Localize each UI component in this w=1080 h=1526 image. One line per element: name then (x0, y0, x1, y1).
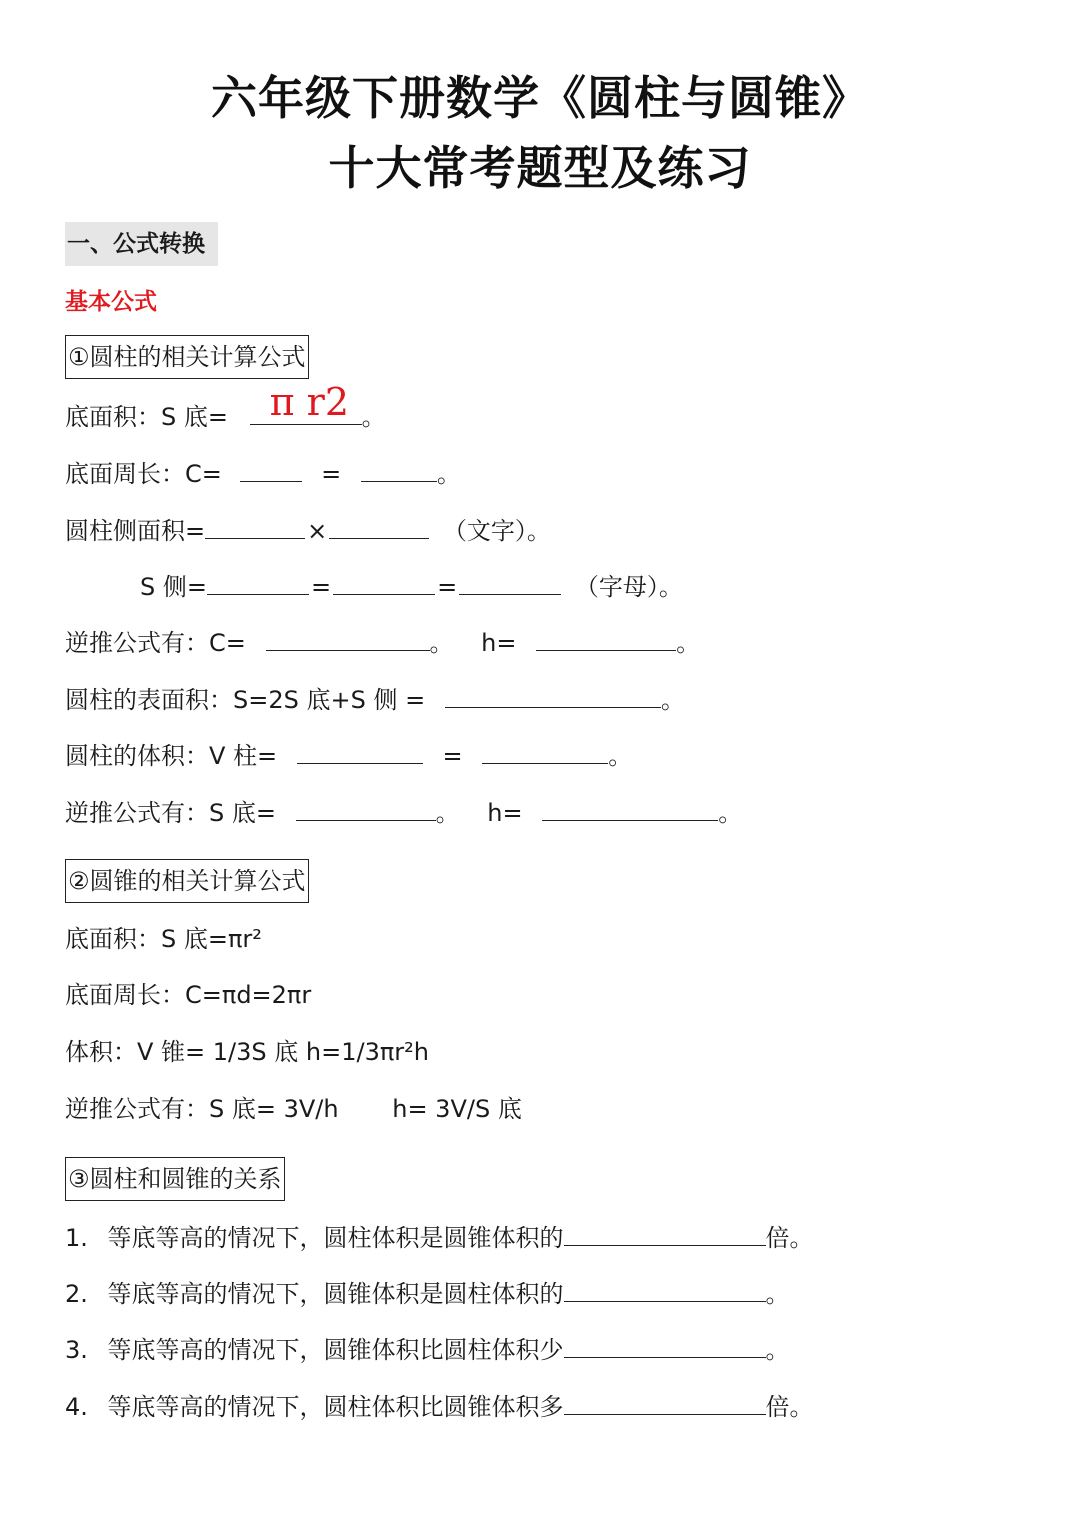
equals-sign: = (310, 573, 332, 601)
lateral-words-blank-1[interactable] (205, 512, 305, 539)
inverse-c-label: 逆推公式有：C= (65, 629, 246, 657)
section-heading: 一、公式转换 (65, 222, 218, 266)
cylinder-base-area-line (65, 380, 386, 435)
lateral-letters-blank-3[interactable] (459, 568, 561, 595)
lateral-words-blank-2[interactable] (329, 512, 429, 539)
cylinder-inverse-s-line (65, 794, 742, 831)
relation-item (65, 1219, 814, 1256)
cone-inverse-s: 逆推公式有：S 底= 3V/h (65, 1095, 339, 1123)
cone-inverse-h: h= 3V/S 底 (392, 1095, 522, 1123)
circumference-blank-2[interactable] (361, 455, 437, 482)
inverse-s-label: 逆推公式有：S 底= (65, 799, 276, 827)
base-area-handwritten-answer: π r2 (269, 380, 350, 424)
lateral-letters-blank-2[interactable] (333, 568, 435, 595)
relation-item-end: 。 (765, 1280, 790, 1308)
cone-formulas-box: ②圆锥的相关计算公式 (65, 859, 309, 903)
relation-item-blank[interactable] (564, 1388, 766, 1415)
cone-volume: 体积：V 锥= 1/3S 底 h=1/3πr²h (65, 1038, 429, 1066)
relation-item (65, 1331, 790, 1368)
letters-note: （字母）。 (574, 573, 683, 601)
end-mark: 。 (676, 629, 701, 657)
inverse-h-blank[interactable] (536, 624, 676, 651)
relation-item-text: 等底等高的情况下，圆柱体积比圆锥体积多 (107, 1393, 564, 1421)
circumference-label: 底面周长：C= (65, 460, 222, 488)
volume-label: 圆柱的体积：V 柱= (65, 742, 278, 770)
relation-item-text: 等底等高的情况下，圆锥体积是圆柱体积的 (107, 1280, 564, 1308)
surface-area-blank[interactable] (445, 681, 661, 708)
end-mark: 。 (361, 403, 386, 431)
inverse-s-blank[interactable] (296, 794, 436, 821)
basic-formulas-heading: 基本公式 (65, 289, 157, 315)
relation-item-number: 4. (65, 1393, 88, 1421)
h-label: h= (481, 629, 517, 657)
base-area-blank[interactable] (250, 380, 362, 425)
relation-item-number: 1. (65, 1224, 88, 1252)
page-title-line2: 十大常考题型及练习 (328, 141, 752, 195)
inverse-h2-blank[interactable] (542, 794, 718, 821)
cylinder-circumference-line (65, 455, 461, 492)
end-mark: 。 (429, 629, 454, 657)
cylinder-formulas-box: ①圆柱的相关计算公式 (65, 335, 309, 379)
h-label: h= (487, 799, 523, 827)
relation-item-end: 倍。 (765, 1393, 814, 1421)
lateral-area-letters-line (140, 568, 683, 605)
cylinder-surface-area-line (65, 681, 685, 718)
end-mark: 。 (436, 460, 461, 488)
lateral-area-words-line (65, 512, 551, 549)
volume-blank-2[interactable] (482, 737, 608, 764)
volume-blank-1[interactable] (297, 737, 423, 764)
inverse-c-blank[interactable] (266, 624, 430, 651)
equals-sign: = (321, 460, 342, 488)
surface-area-label: 圆柱的表面积：S=2S 底+S 侧 = (65, 686, 426, 714)
relation-item-number: 2. (65, 1280, 88, 1308)
relation-item-end: 。 (765, 1336, 790, 1364)
relation-item-text: 等底等高的情况下，圆锥体积比圆柱体积少 (107, 1336, 564, 1364)
relation-item-blank[interactable] (564, 1331, 766, 1358)
equals-sign: = (442, 742, 463, 770)
cone-circumference: 底面周长：C=πd=2πr (65, 981, 312, 1009)
circumference-blank-1[interactable] (240, 455, 302, 482)
end-mark: 。 (608, 742, 633, 770)
relation-item-end: 倍。 (765, 1224, 814, 1252)
cone-base-area: 底面积：S 底=πr² (65, 925, 262, 953)
end-mark: 。 (435, 799, 460, 827)
times-sign: × (307, 517, 328, 545)
relation-box: ③圆柱和圆锥的关系 (65, 1157, 285, 1201)
page-title-line1: 六年级下册数学《圆柱与圆锥》 (211, 71, 869, 125)
end-mark: 。 (718, 799, 743, 827)
relation-item-text: 等底等高的情况下，圆柱体积是圆锥体积的 (107, 1224, 564, 1252)
base-area-label: 底面积：S 底= (65, 403, 228, 431)
relation-item (65, 1388, 814, 1425)
relation-item (65, 1275, 790, 1312)
cone-inverse-line (65, 1091, 522, 1127)
relation-item-blank[interactable] (564, 1275, 766, 1302)
relation-item-number: 3. (65, 1336, 88, 1364)
words-note: （文字）。 (442, 517, 551, 545)
cylinder-inverse-c-line (65, 624, 700, 661)
lateral-letters-blank-1[interactable] (207, 568, 309, 595)
lateral-letters-label: S 侧= (140, 573, 207, 601)
equals-sign: = (437, 573, 458, 601)
lateral-words-label: 圆柱侧面积= (65, 517, 206, 545)
cylinder-volume-line (65, 737, 632, 774)
relation-item-blank[interactable] (564, 1219, 766, 1246)
end-mark: 。 (660, 686, 685, 714)
